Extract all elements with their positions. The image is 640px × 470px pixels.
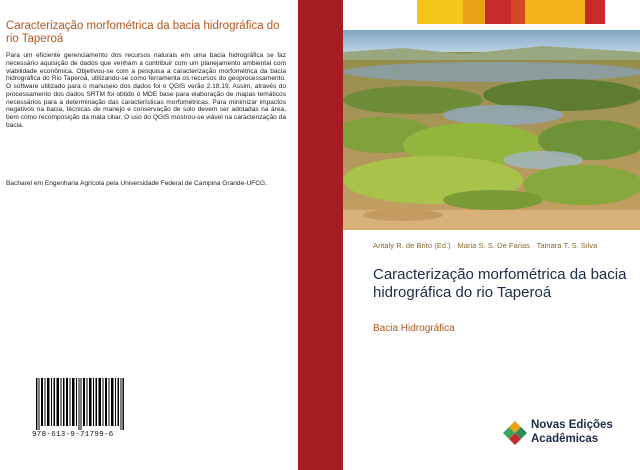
publisher-block bbox=[501, 417, 637, 453]
stripe-red bbox=[485, 0, 511, 24]
cover-photo-riverbed bbox=[343, 30, 640, 230]
stripe-red-2 bbox=[585, 0, 605, 24]
isbn-number: 978-613-9-71799-6 bbox=[32, 431, 114, 439]
back-cover-title: Caracterização morfométrica da bacia hidrográfica do rio Taperoá bbox=[6, 20, 280, 45]
color-stripes bbox=[343, 0, 640, 24]
stripe-gold bbox=[525, 0, 585, 24]
spine bbox=[298, 0, 343, 470]
front-cover bbox=[343, 0, 640, 470]
authors: Aritaly R. de Brito (Ed.) · Maria S. S. De Farias · Tainara T. S. Silva bbox=[373, 241, 598, 250]
book-subtitle: Bacia Hidrográfica bbox=[373, 323, 455, 334]
stripe-amber bbox=[463, 0, 485, 24]
barcode-icon bbox=[34, 378, 126, 430]
publisher-logo-icon bbox=[501, 419, 529, 447]
stripe-orange bbox=[511, 0, 525, 24]
publisher-name: Novas Edições Acadêmicas bbox=[531, 419, 613, 445]
book-title: Caracterização morfométrica da bacia hidrográfica do rio Taperoá bbox=[373, 266, 627, 301]
stripe-yellow bbox=[417, 0, 463, 24]
author-bio: Bacharel em Engenharia Agrícola pela Universidade Federal de Campina Grande-UFCG. bbox=[6, 180, 267, 187]
back-cover-abstract: Para um eficiente gerenciamento dos recursos naturais em uma bacia hidrográfica se faz necessário aquisição de dados que venham a contribuir com um planejamento ambiental com viabilidade econômica. Objetivou-se com a pesquisa a caracterização morfométrica da bacia hidrográfica do Rio Taperoá, utilizando-se como ferramenta os recursos do geoprocessamento. O software utilizado para o manuseio dos dados foi o QGIS verão 2.18.19. Assim, através do processamento dos dados SRTM foi obtido o MDE base para elaboração de mapas temáticos necessários para a determinação das características morfométricas. Para minimizar impactos negativos na bacia, técnicas de manejo e conservação de solo devem ser adotadas na área, bem como recomposição da mata ciliar. O uso do QGIS mostrou-se viável na caracterização da bacia. bbox=[6, 52, 286, 129]
back-cover bbox=[0, 0, 298, 470]
